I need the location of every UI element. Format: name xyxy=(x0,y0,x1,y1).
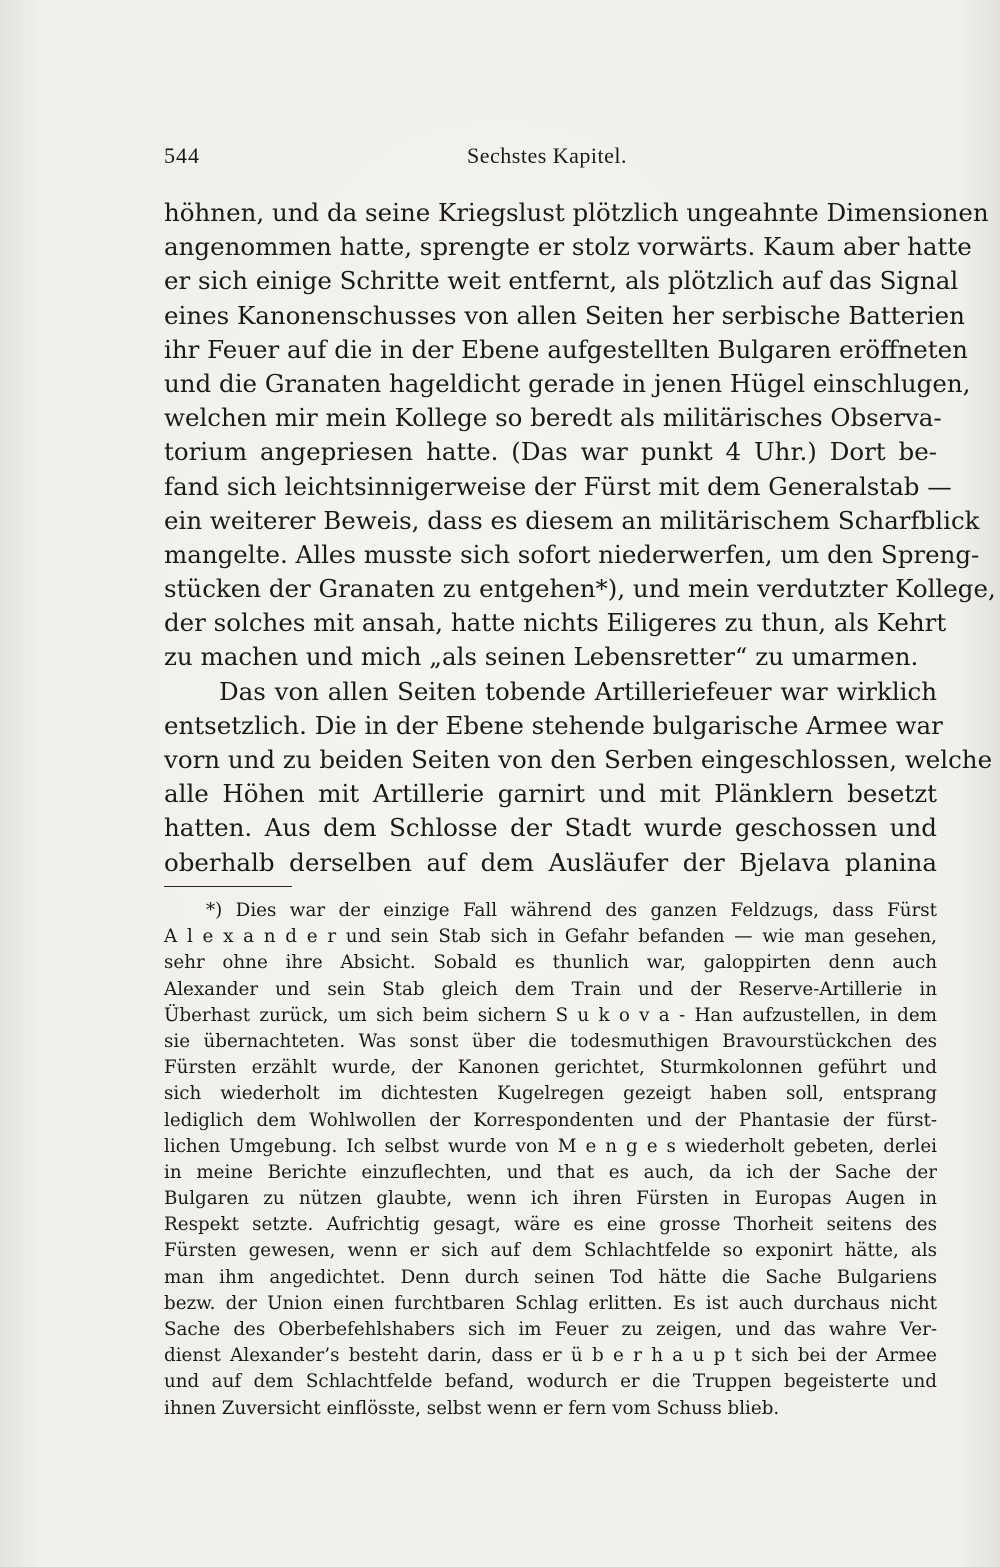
footnote-line: in meine Berichte einzuflechten, und that es auch, da ich der Sache der xyxy=(164,1161,937,1183)
footnote-line: Überhast zurück, um sich beim sichern S u k o v a - Han aufzustellen, in dem xyxy=(164,1004,937,1026)
footnote-line: Respekt setzte. Aufrichtig gesagt, wäre es eine grosse Thorheit seitens des xyxy=(164,1214,937,1236)
text-line: Das von allen Seiten tobende Artilleriefeuer war wirklich xyxy=(219,676,937,706)
text-line: oberhalb derselben auf dem Ausläufer der Bjelava planina xyxy=(164,847,937,877)
text-line: der solches mit ansah, hatte nichts Eiligeres zu thun, als Kehrt xyxy=(164,608,947,638)
footnote-line: *) Dies war der einzige Fall während des ganzen Feldzugs, dass Fürst xyxy=(206,900,937,921)
text-line: ihr Feuer auf die in der Ebene aufgestellten Bulgaren eröffneten xyxy=(164,334,968,364)
footnote-line: A l e x a n d e r und sein Stab sich in Gefahr befanden — wie man gesehen, xyxy=(164,926,937,948)
footnote-line: Fürsten gewesen, wenn er sich auf dem Schlachtfelde so exponirt hätte, als xyxy=(164,1240,937,1262)
footnote-line: dienst Alexander’s besteht darin, dass er ü b e r h a u p t sich bei der Armee xyxy=(164,1345,937,1367)
footnote-line: bezw. der Union einen furchtbaren Schlag erlitten. Es ist auch durchaus nicht xyxy=(164,1292,937,1314)
footnote-line: sie übernachteten. Was sonst über die todesmuthigen Bravourstückchen des xyxy=(164,1030,937,1052)
text-line: torium angepriesen hatte. (Das war punkt 4 Uhr.) Dort be- xyxy=(164,437,937,467)
text-line: vorn und zu beiden Seiten von den Serben eingeschlossen, welche xyxy=(164,745,993,774)
text-line: und die Granaten hageldicht gerade in jenen Hügel einschlugen, xyxy=(164,368,971,398)
footnote-line: lichen Umgebung. Ich selbst wurde von M e n g e s wiederholt gebeten, derlei xyxy=(164,1135,937,1157)
footnote-line: man ihm angedichtet. Denn durch seinen Tod hätte die Sache Bulgariens xyxy=(164,1266,937,1288)
text-line: welchen mir mein Kollege so beredt als militärisches Observa- xyxy=(164,403,942,433)
footnote-divider xyxy=(164,886,292,887)
footnote-line: Bulgaren zu nützen glaubte, wenn ich ihren Fürsten in Europas Augen in xyxy=(164,1188,937,1210)
text-line: entsetzlich. Die in der Ebene stehende bulgarische Armee war xyxy=(164,710,943,740)
footnote-line: lediglich dem Wohlwollen der Korrespondenten und der Phantasie der fürst- xyxy=(164,1109,937,1131)
text-line: angenommen hatte, sprengte er stolz vorwärts. Kaum aber hatte xyxy=(164,232,972,262)
footnote-line: ihnen Zuversicht einflösste, selbst wenn er fern vom Schuss blieb. xyxy=(164,1397,780,1419)
text-line: hatten. Aus dem Schlosse der Stadt wurde geschossen und xyxy=(164,813,937,843)
footnote-line: sehr ohne ihre Absicht. Sobald es thunlich war, galoppirten denn auch xyxy=(164,952,937,974)
footnote-line: sich wiederholt im dichtesten Kugelregen gezeigt haben soll, entsprang xyxy=(164,1083,937,1105)
text-line: stücken der Granaten zu entgehen*), und mein verdutzter Kollege, xyxy=(164,574,996,604)
running-head: Sechstes Kapitel. xyxy=(467,143,628,168)
text-line: ein weiterer Beweis, dass es diesem an militärischem Scharfblick xyxy=(164,505,980,535)
footnote-block xyxy=(164,898,937,1422)
footnote-line: und auf dem Schlachtfelde befand, wodurch er die Truppen begeisterte und xyxy=(164,1371,937,1393)
text-line: mangelte. Alles musste sich sofort niederwerfen, um den Spreng- xyxy=(164,539,980,569)
text-line: zu machen und mich „als seinen Lebensretter“ zu umarmen. xyxy=(164,642,919,672)
footnote-line: Alexander und sein Stab gleich dem Train und der Reserve-Artillerie in xyxy=(164,978,937,1000)
text-line: er sich einige Schritte weit entfernt, als plötzlich auf das Signal xyxy=(164,266,959,296)
footnote-line: Sache des Oberbefehlshabers sich im Feuer zu zeigen, und das wahre Ver- xyxy=(164,1319,937,1340)
text-line: eines Kanonenschusses von allen Seiten her serbische Batterien xyxy=(164,300,965,330)
footnote-line: Fürsten erzählt wurde, der Kanonen gerichtet, Sturmkolonnen geführt und xyxy=(164,1057,937,1079)
text-line: höhnen, und da seine Kriegslust plötzlich ungeahnte Dimensionen xyxy=(164,198,989,227)
main-text-block xyxy=(164,196,996,880)
page-number: 544 xyxy=(164,143,200,168)
page-header xyxy=(164,143,936,173)
text-line: alle Höhen mit Artillerie garnirt und mit Plänklern besetzt xyxy=(164,779,937,809)
text-line: fand sich leichtsinnigerweise der Fürst mit dem Generalstab — xyxy=(164,471,952,501)
